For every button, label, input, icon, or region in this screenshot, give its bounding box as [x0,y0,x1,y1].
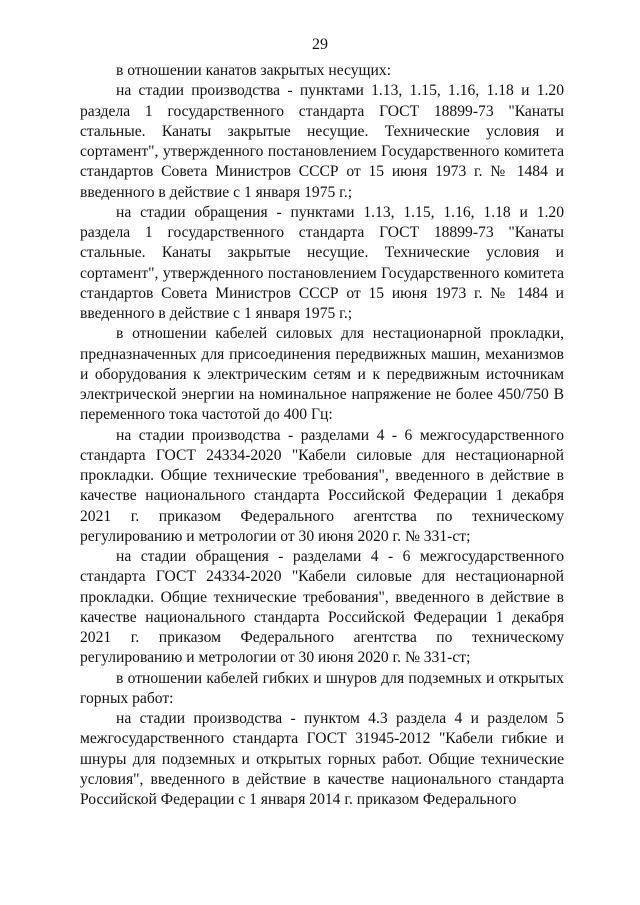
paragraph-power-cables-heading: в отношении кабелей силовых для нестационарной прокладки, предназначенных для присоединения передвижных машин, механизмов и оборудования к электрическим сетям и к передвижным источникам электрической энергии на номинальное напряжение не более 450/750 В переменного тока частотой до 400 Гц: [80,325,564,424]
page-number: 29 [312,36,328,53]
paragraph-closed-ropes-heading: в отношении канатов закрытых несущих: [116,62,392,79]
document-body [80,61,564,810]
paragraph-closed-ropes-circulation: на стадии обращения - пунктами 1.13, 1.15, 1.16, 1.18 и 1.20 раздела 1 государственного стандарта ГОСТ 18899-73 "Канаты стальные. Канаты закрытые несущие. Технические условия и сортамент", утвержденного постановлением Государственного комитета стандартов Совета Министров СССР от 15 июня 1973 г. № 1484 и введенного в действие с 1 января 1975 г.; [80,203,564,322]
paragraph-closed-ropes-production: на стадии производства - пунктами 1.13, 1.15, 1.16, 1.18 и 1.20 раздела 1 государственного стандарта ГОСТ 18899-73 "Канаты стальные. Канаты закрытые несущие. Технические условия и сортамент", утвержденного постановлением Государственного комитета стандартов Совета Министров СССР от 15 июня 1973 г. № 1484 и введенного в действие с 1 января 1975 г.; [80,82,564,201]
paragraph-mining-cables-production: на стадии производства - пунктом 4.3 раздела 4 и разделом 5 межгосударственного стандарта ГОСТ 31945-2012 "Кабели гибкие и шнуры для подземных и открытых горных работ. Общие технические условия", введенного в действие в качестве национального стандарта Российской Федерации с 1 января 2014 г. приказом Федерального [80,710,564,808]
paragraph-power-cables-production: на стадии производства - разделами 4 - 6 межгосударственного стандарта ГОСТ 24334-2020 "Кабели силовые для нестационарной прокладки. Общие технические требования", введенного в действие в качестве национального стандарта Российской Федерации 1 декабря 2021 г. приказом Федерального агентства по техническому регулированию и метрологии от 30 июня 2020 г. № 331-ст; [80,426,564,545]
paragraph-power-cables-circulation: на стадии обращения - разделами 4 - 6 межгосударственного стандарта ГОСТ 24334-2020 "Кабели силовые для нестационарной прокладки. Общие технические требования", введенного в действие в качестве национального стандарта Российской Федерации 1 декабря 2021 г. приказом Федерального агентства по техническому регулированию и метрологии от 30 июня 2020 г. № 331-ст; [80,548,564,667]
paragraph-mining-cables-heading: в отношении кабелей гибких и шнуров для подземных и открытых горных работ: [80,669,564,707]
